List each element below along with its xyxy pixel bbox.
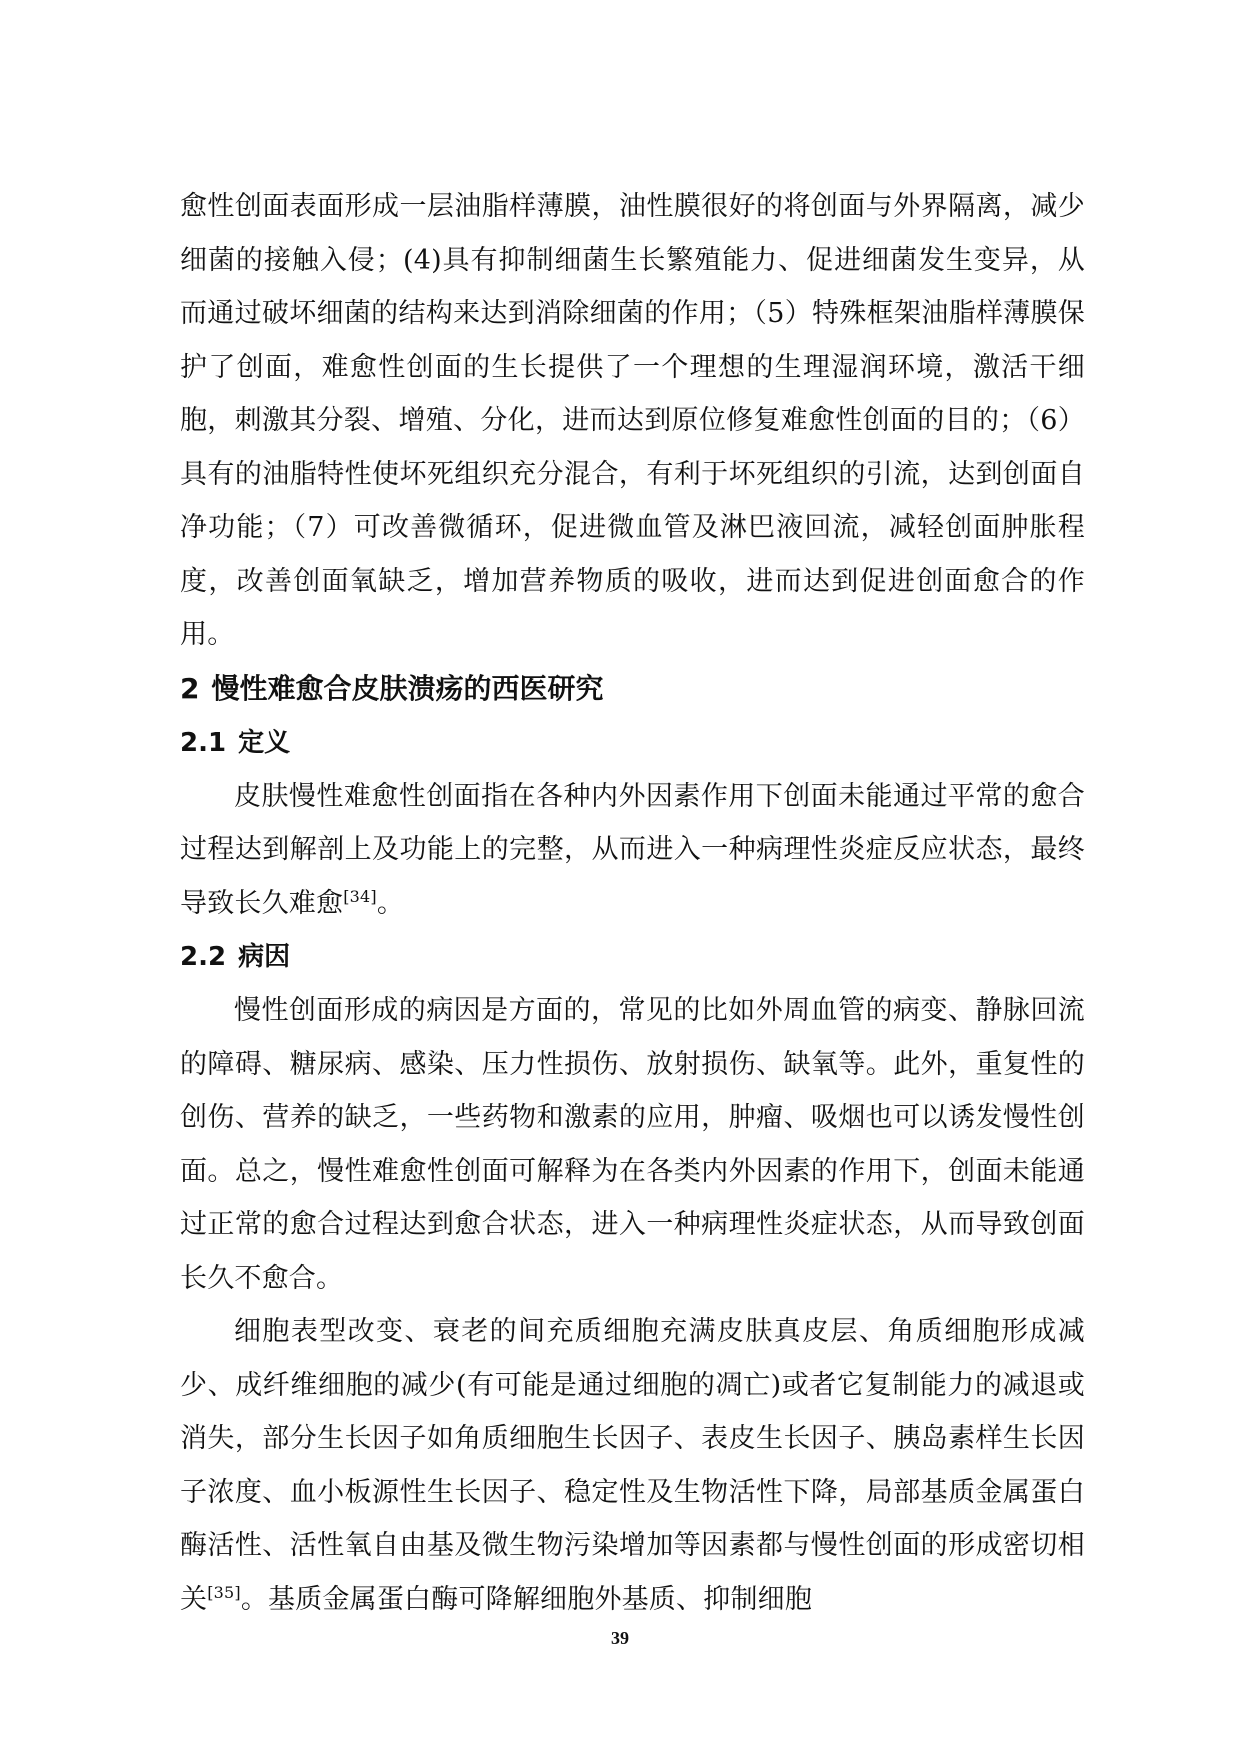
section-title: 慢性难愈合皮肤溃疡的西医研究 <box>211 671 604 705</box>
paragraph-text: 愈性创面表面形成一层油脂样薄膜，油性膜很好的将创面与外界隔离，减少细菌的接触入侵；(4)具有抑制细菌生长繁殖能力、促进细菌发生变异，从而通过破坏细菌的结构来达到消除细菌的作用；（5）特殊框架油脂样薄膜保护了创面，难愈性创面的生长提供了一个理想的生理湿润环境，激活干细胞，刺激其分裂、增殖、分化，进而达到原位修复难愈性创面的目的；（6）具有的油脂特性使坏死组织充分混合，有利于坏死组织的引流，达到创面自净功能；（7）可改善微循环，促进微血管及淋巴液回流，减轻创面肿胀程度，改善创面氧缺乏，增加营养物质的吸收，进而达到促进创面愈合的作用。 <box>180 191 1085 650</box>
subsection-heading-definition <box>180 716 1085 770</box>
citation: [35] <box>207 1582 241 1602</box>
paragraph-cell-factors <box>180 1305 1085 1626</box>
subsection-number: 2.2 <box>180 942 227 972</box>
paragraph-continued <box>180 180 1085 662</box>
section-number: 2 <box>180 671 200 705</box>
paragraph-text: 皮肤慢性难愈性创面指在各种内外因素作用下创面未能通过平常的愈合过程达到解剖上及功能上的完整，从而进入一种病理性炎症反应状态，最终导致长久难愈 <box>180 780 1085 919</box>
citation: [34] <box>343 886 377 906</box>
paragraph-etiology <box>180 984 1085 1305</box>
paragraph-tail: 。基质金属蛋白酶可降解细胞外基质、抑制细胞 <box>240 1583 813 1615</box>
subsection-title: 病因 <box>238 942 291 972</box>
paragraph-text: 细胞表型改变、衰老的间充质细胞充满皮肤真皮层、角质细胞形成减少、成纤维细胞的减少(有可能是通过细胞的凋亡)或者它复制能力的减退或消失，部分生长因子如角质细胞生长因子、表皮生长因子、胰岛素样生长因子浓度、血小板源性生长因子、稳定性及生物活性下降，局部基质金属蛋白酶活性、活性氧自由基及微生物污染增加等因素都与慢性创面的形成密切相关 <box>180 1316 1085 1615</box>
subsection-heading-etiology <box>180 930 1085 984</box>
section-heading <box>180 662 1085 716</box>
page-content <box>180 180 1085 1626</box>
subsection-number: 2.1 <box>180 727 227 758</box>
paragraph-text: 慢性创面形成的病因是方面的，常见的比如外周血管的病变、静脉回流的障碍、糖尿病、感染、压力性损伤、放射损伤、缺氧等。此外，重复性的创伤、营养的缺乏，一些药物和激素的应用，肿瘤、吸烟也可以诱发慢性创面。总之，慢性难愈性创面可解释为在各类内外因素的作用下，创面未能通过正常的愈合过程达到愈合状态，进入一种病理性炎症状态，从而导致创面长久不愈合。 <box>180 995 1085 1294</box>
paragraph-definition <box>180 770 1085 931</box>
page-number: 39 <box>611 1628 629 1648</box>
paragraph-tail: 。 <box>376 887 405 919</box>
subsection-title: 定义 <box>238 727 291 758</box>
